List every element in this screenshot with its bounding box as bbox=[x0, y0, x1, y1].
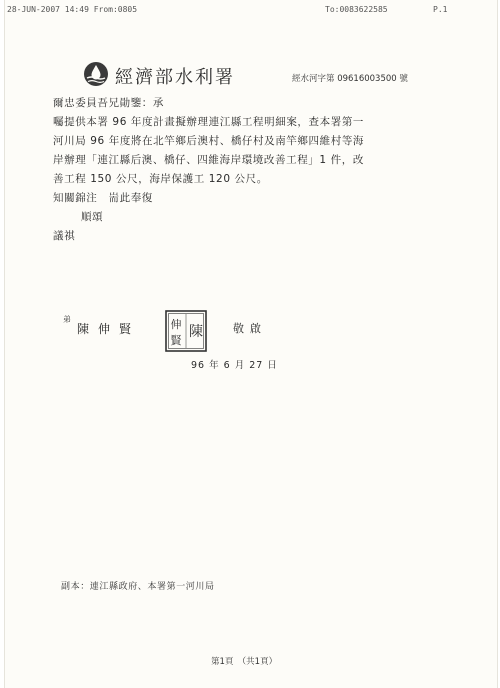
document-number: 經水河字第 09616003500 號 bbox=[292, 74, 408, 84]
svg-text:陳: 陳 bbox=[189, 324, 203, 340]
page-footer: 第1頁 （共1頁） bbox=[211, 657, 278, 667]
personal-seal bbox=[164, 309, 208, 353]
carbon-copy: 副本：連江縣政府、本署第一河川局 bbox=[61, 582, 215, 592]
fax-header-sender: 28-JUN-2007 14:49 From:0805 bbox=[7, 5, 138, 14]
closing-line: 知關錦注 耑此奉復 bbox=[53, 192, 153, 204]
sender-name: 陳伸賢 bbox=[77, 322, 141, 336]
fax-header-page: P.1 bbox=[433, 5, 448, 14]
svg-text:賢: 賢 bbox=[170, 334, 182, 347]
yi-qi: 議祺 bbox=[53, 230, 76, 242]
fax-header bbox=[5, 5, 497, 19]
body-line: 岸辦理「連江縣后澳、橋仔、四維海岸環境改善工程」1 件，改 bbox=[53, 154, 364, 166]
fax-header-recipient: To:0083622585 bbox=[325, 5, 388, 14]
closing-respect: 敬啟 bbox=[233, 322, 267, 335]
water-drop-icon bbox=[83, 61, 109, 87]
svg-text:伸: 伸 bbox=[170, 318, 182, 331]
salutation: 爾忠委員吾兄勛鑒：承 bbox=[53, 97, 164, 109]
sender-prefix: 弟 bbox=[63, 315, 71, 324]
organization-name: 經濟部水利署 bbox=[115, 67, 235, 88]
body-line: 河川局 96 年度將在北竿鄉后澳村、橋仔村及南竿鄉四維村等海 bbox=[53, 135, 365, 147]
body-line: 囑提供本署 96 年度計畫擬辦理連江縣工程明細案，查本署第一 bbox=[53, 116, 365, 128]
body-line: 善工程 150 公尺，海岸保護工 120 公尺。 bbox=[53, 173, 268, 185]
document-page bbox=[4, 0, 498, 688]
shun-song: 順頌 bbox=[81, 211, 104, 223]
letter-date: 96 年 6 月 27 日 bbox=[191, 360, 278, 371]
letter-body bbox=[53, 94, 463, 246]
